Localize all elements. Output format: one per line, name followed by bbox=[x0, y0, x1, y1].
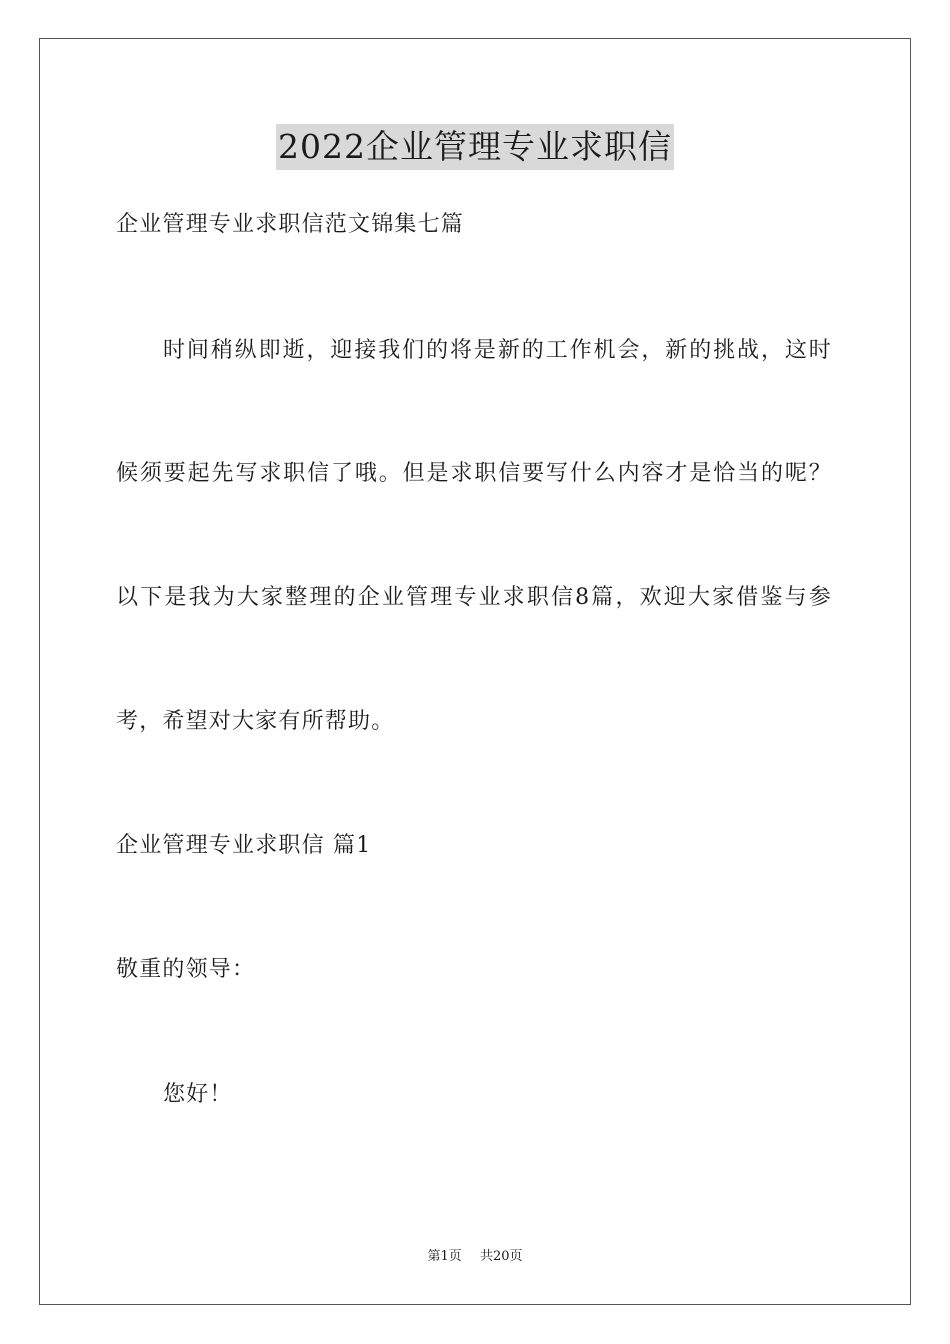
section-heading: 企业管理专业求职信 篇1 bbox=[116, 833, 372, 858]
document-subtitle: 企业管理专业求职信范文锦集七篇 bbox=[116, 212, 465, 237]
paragraph-line-2: 候须要起先写求职信了哦。但是求职信要写什么内容才是恰当的呢？ bbox=[116, 461, 832, 486]
greeting: 您好！ bbox=[163, 1082, 233, 1107]
total-pages: 共20页 bbox=[479, 1249, 523, 1264]
page-footer bbox=[0, 1248, 950, 1266]
paragraph-line-4: 考，希望对大家有所帮助。 bbox=[116, 709, 395, 734]
document-title: 2022企业管理专业求职信 bbox=[276, 124, 674, 170]
title-container bbox=[0, 124, 950, 170]
paragraph-line-1: 时间稍纵即逝，迎接我们的将是新的工作机会，新的挑战，这时 bbox=[163, 338, 832, 363]
salutation: 敬重的领导： bbox=[116, 957, 256, 982]
paragraph-line-3: 以下是我为大家整理的企业管理专业求职信8篇，欢迎大家借鉴与参 bbox=[116, 585, 832, 610]
page-number: 第1页 bbox=[427, 1249, 462, 1264]
